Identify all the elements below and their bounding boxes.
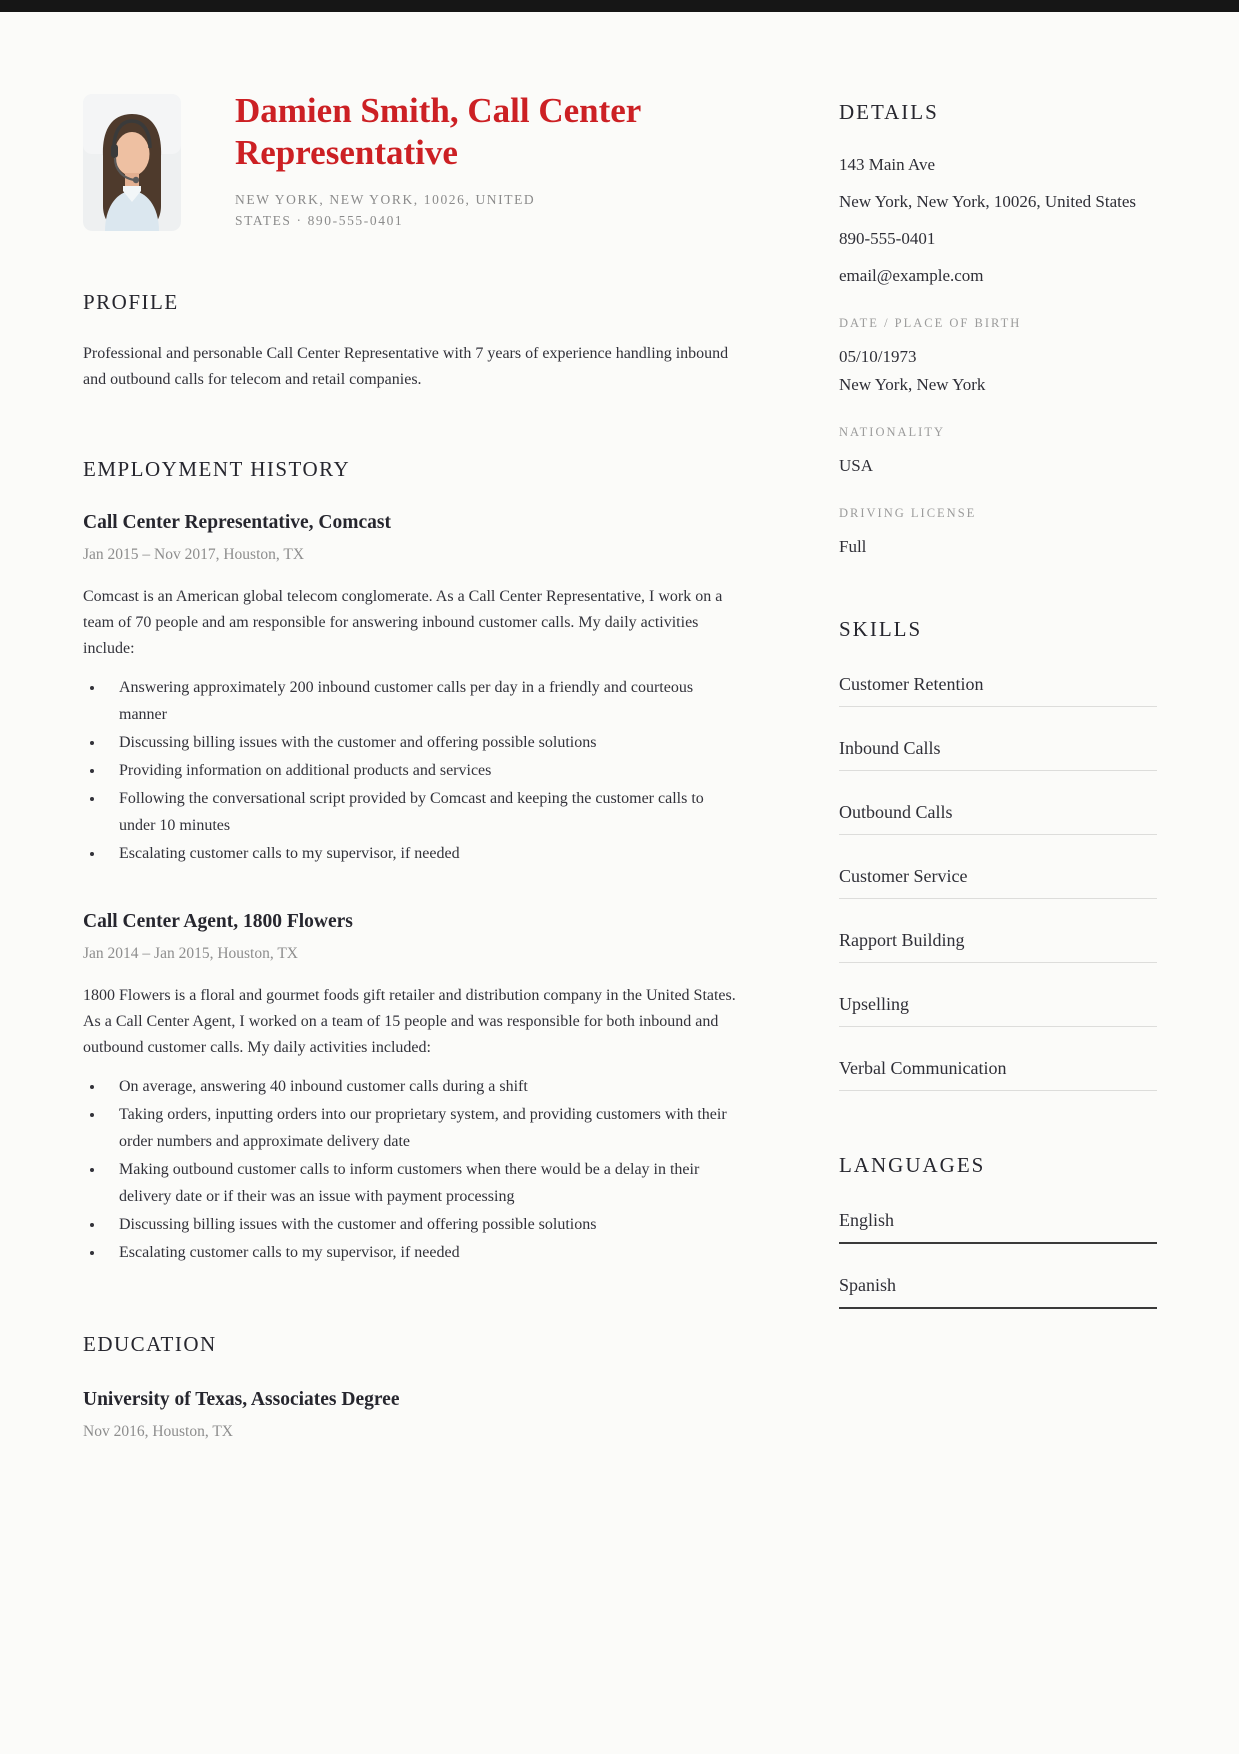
resume-content [0,12,1239,1485]
job-bullet-list [105,1073,743,1266]
job-title: Call Center Representative, Comcast [83,511,391,533]
details-section [839,100,1157,561]
skill-item [839,866,1157,899]
skill-label: Upselling [839,994,1157,1027]
languages-heading: LANGUAGES [839,1153,986,1177]
phone-number: 890-555-0401 [839,229,936,248]
profile-section [83,290,743,393]
job-bullet: • Following the conversational script provided by Comcast and keeping the customer calls to under 10 minutes [105,785,743,839]
education-title: University of Texas, Associates Degree [83,1388,400,1410]
top-accent-bar [0,0,1239,12]
job-entry [83,911,743,1266]
job-bullet: • Escalating customer calls to my supervisor, if needed [105,1239,743,1266]
skill-item [839,802,1157,835]
job-bullet: • Answering approximately 200 inbound customer calls per day in a friendly and courteous manner [105,674,743,728]
language-item [839,1210,1157,1244]
sidebar [839,82,1157,1485]
header-contact-line: NEW YORK, NEW YORK, 10026, UNITED STATES · 890-555-0401 [235,192,536,228]
skill-label: Outbound Calls [839,802,1157,835]
language-item [839,1275,1157,1309]
skills-section [839,617,1157,1091]
dob-place: New York, New York [839,375,986,394]
skill-item [839,994,1157,1027]
details-heading: DETAILS [839,100,939,124]
language-label: English [839,1210,1157,1244]
education-entry [83,1389,743,1441]
name-and-title: Damien Smith, Call Center Representative [235,91,641,172]
nationality-label: NATIONALITY [839,425,946,439]
education-heading: EDUCATION [83,1331,217,1356]
skill-label: Rapport Building [839,930,1157,963]
email-address: email@example.com [839,266,984,285]
skill-label: Inbound Calls [839,738,1157,771]
resume-header [83,82,743,232]
job-bullet: • Escalating customer calls to my supervisor, if needed [105,840,743,867]
employment-heading: EMPLOYMENT HISTORY [83,456,351,481]
profile-text: Professional and personable Call Center Representative with 7 years of experience handling inbound and outbound calls for telecom and retail companies. [83,344,729,388]
dob-value: 05/10/1973 [839,347,917,366]
header-text [235,82,715,232]
education-section [83,1332,743,1441]
profile-heading: PROFILE [83,289,179,314]
job-date-location: Jan 2014 – Jan 2015, Houston, TX [83,944,298,962]
nationality-value: USA [839,456,874,475]
education-date-location: Nov 2016, Houston, TX [83,1422,233,1440]
job-description: 1800 Flowers is a floral and gourmet foods gift retailer and distribution company in the United States. As a Call Center Agent, I worked on a team of 15 people and was responsible for both inbound and outbound customer calls. My daily activities included: [83,986,736,1056]
job-bullet: • Discussing billing issues with the customer and offering possible solutions [105,1211,743,1238]
skill-item [839,1058,1157,1091]
job-date-location: Jan 2015 – Nov 2017, Houston, TX [83,545,305,563]
skill-item [839,674,1157,707]
job-title: Call Center Agent, 1800 Flowers [83,910,353,932]
skill-item [839,738,1157,771]
dob-label: DATE / PLACE OF BIRTH [839,316,1022,330]
job-entry [83,512,743,867]
employment-section [83,457,743,1266]
job-bullet: • Taking orders, inputting orders into our proprietary system, and providing customers with their order numbers and approximate delivery date [105,1101,743,1155]
skill-item [839,930,1157,963]
skill-label: Verbal Communication [839,1058,1157,1091]
skill-label: Customer Service [839,866,1157,899]
job-bullet: • Discussing billing issues with the customer and offering possible solutions [105,729,743,756]
language-label: Spanish [839,1275,1157,1309]
job-bullet: • Making outbound customer calls to inform customers when there would be a delay in their delivery date or if their was an issue with payment processing [105,1156,743,1210]
job-description: Comcast is an American global telecom conglomerate. As a Call Center Representative, I work on a team of 70 people and am responsible for answering inbound customer calls. My daily activities include: [83,587,723,657]
main-column [83,82,743,1485]
languages-section [839,1153,1157,1309]
skills-heading: SKILLS [839,617,923,641]
job-bullet: • Providing information on additional products and services [105,757,743,784]
address-line-2: New York, New York, 10026, United States [839,192,1137,211]
profile-photo [83,94,181,231]
profile-photo-illustration [83,94,181,231]
driving-license-label: DRIVING LICENSE [839,506,977,520]
skill-label: Customer Retention [839,674,1157,707]
driving-license-value: Full [839,537,867,556]
address-line-1: 143 Main Ave [839,155,936,174]
job-bullet-list [105,674,743,867]
job-bullet: • On average, answering 40 inbound customer calls during a shift [105,1073,743,1100]
